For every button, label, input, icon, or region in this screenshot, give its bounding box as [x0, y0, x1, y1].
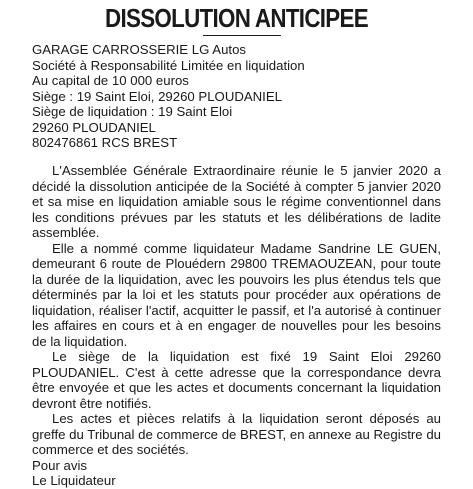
company-seat: Siège : 19 Saint Eloi, 29260 PLOUDANIEL: [32, 88, 282, 104]
company-liquidation-seat: Siège de liquidation : 19 Saint Eloi: [32, 104, 233, 119]
company-details: [32, 42, 452, 151]
paragraph-text: Les actes et pièces relatifs à la liquidation seront déposés au greffe du Tribunal de commerce de BREST, en annexe au Registre du commerce et des sociétés.: [32, 411, 441, 457]
paragraph-text: L'Assemblée Générale Extraordinaire réunie le 5 janvier 2020 a décidé la dissolution anticipée de la Société à compter 5 janvier 2020 et sa mise en liquidation amiable sous le régime conventionnel dans les conditions prévues par les statuts et les délibérations de ladite assemblée.: [32, 163, 441, 240]
title-underline: [203, 35, 281, 36]
closing-line-pour-avis: [32, 458, 441, 474]
paragraph-dissolution: [32, 163, 441, 241]
company-legal-form: Société à Responsabilité Limitée en liquidation: [32, 57, 305, 73]
company-city: 29260 PLOUDANIEL: [32, 119, 156, 135]
closing-text: Pour avis: [32, 457, 87, 473]
paragraph-filing: [32, 411, 441, 458]
paragraph-liquidation-seat: [32, 349, 441, 411]
closing-line-liquidateur: [32, 473, 441, 489]
paragraph-liquidator: [32, 241, 441, 350]
company-name: GARAGE CARROSSERIE LG Autos: [32, 42, 246, 57]
company-rcs: 802476861 RCS BREST: [32, 135, 178, 150]
paragraph-text: Le siège de la liquidation est fixé 19 Saint Eloi 29260 PLOUDANIEL. C'est à cette adresse que la correspondance devra être envoyée et que les actes et documents concernant la liquidation devront être notifiés.: [32, 349, 441, 411]
notice-body: [32, 163, 441, 489]
notice-title: DISSOLUTION ANTICIPEE: [104, 3, 368, 33]
company-capital: Au capital de 10 000 euros: [32, 73, 189, 88]
paragraph-text: Elle a nommé comme liquidateur Madame Sandrine LE GUEN, demeurant 6 route de Plouédern 29800 TREMAOUZEAN, pour toute la durée de la liquidation, avec les pouvoirs les plus étendus tels que déterminés par la loi et les statuts pour procéder aux opérations de liquidation, réaliser l'actif, acquitter le passif, et l'a autorisé à continuer les affaires en cours et à en engager de nouvelles pour les besoins de la liquidation.: [32, 240, 441, 349]
closing-text: Le Liquidateur: [32, 473, 116, 488]
